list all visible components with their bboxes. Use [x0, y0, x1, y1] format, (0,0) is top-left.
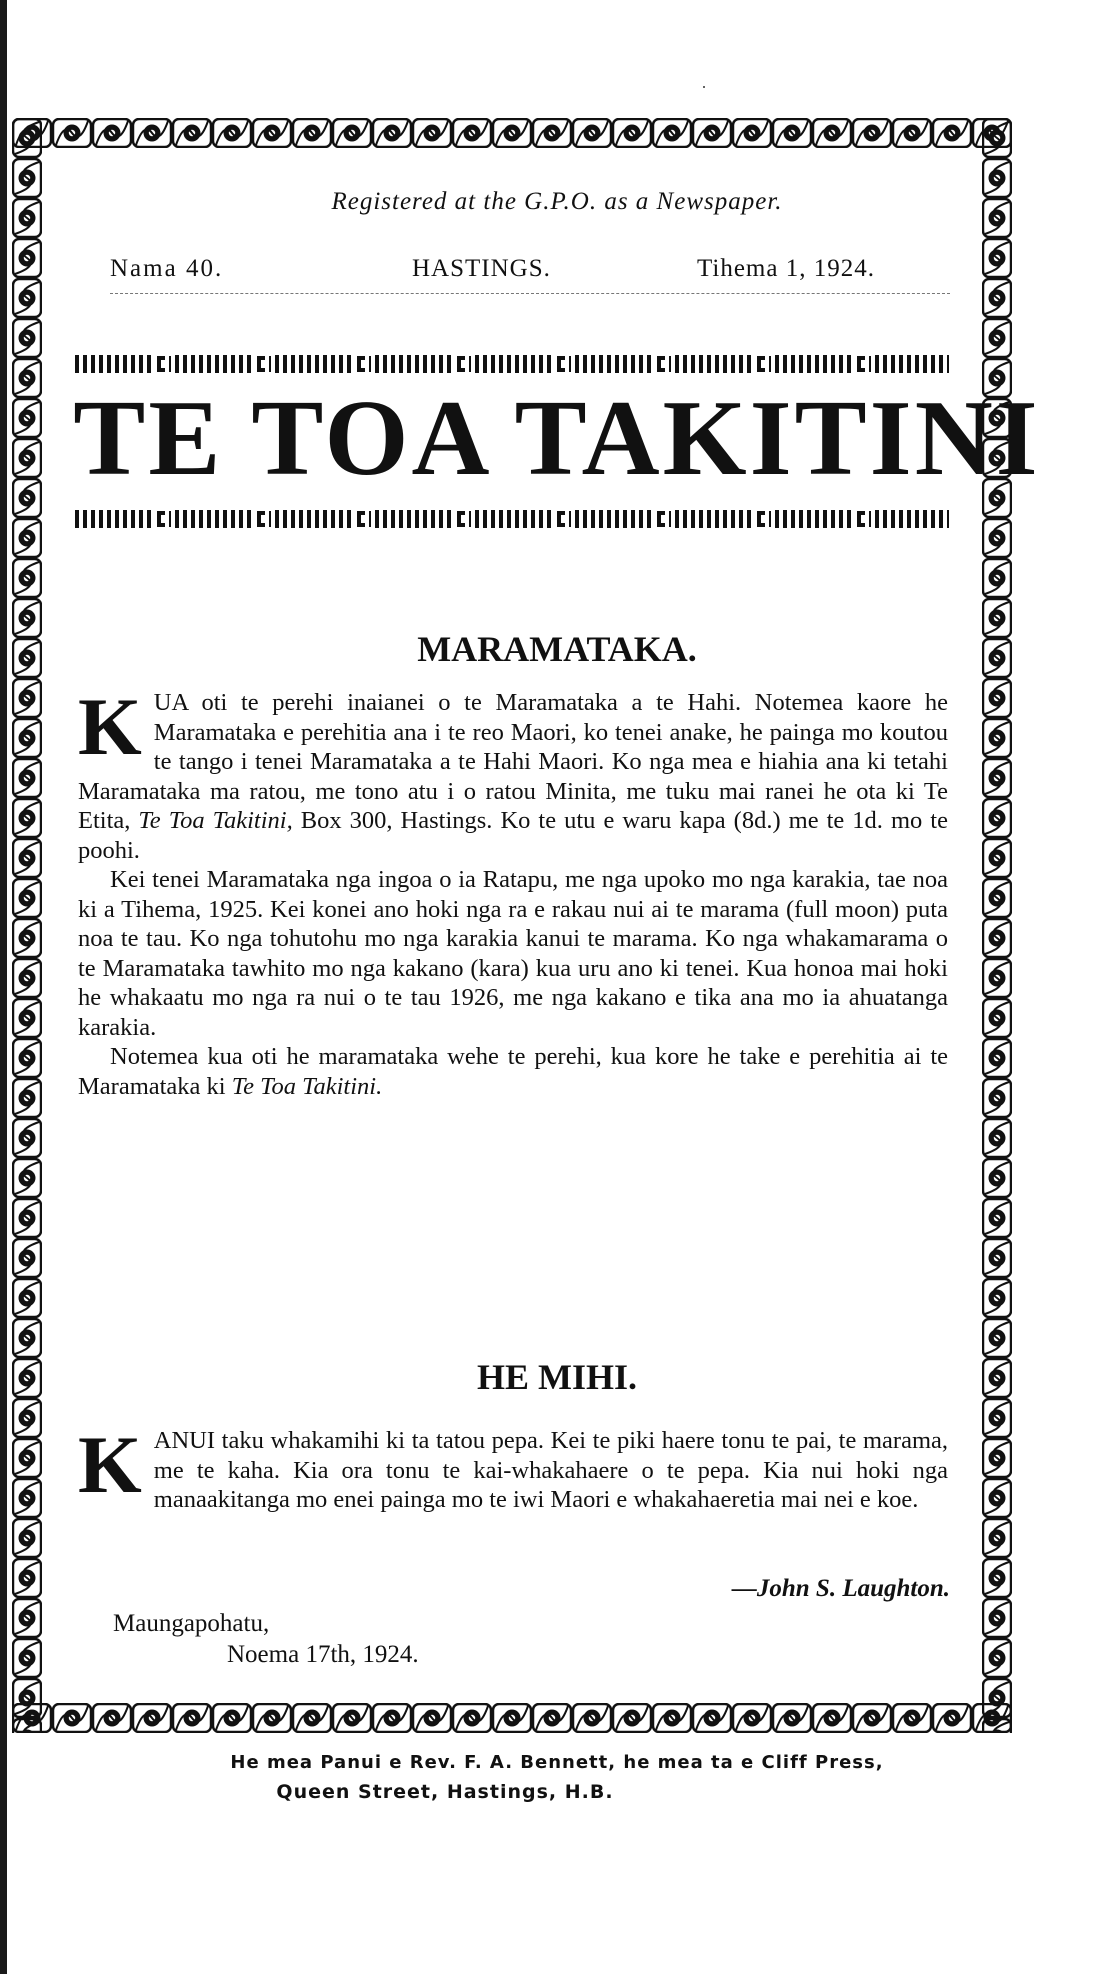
article-paragraph [78, 1042, 948, 1101]
paper-title-italic: Te Toa Takitini, [138, 807, 293, 834]
printer-imprint-line1: He mea Panui e Rev. F. A. Bennett, he mea ta e Cliff Press, [230, 1752, 884, 1773]
paragraph-text: Notemea kua oti he maramataka wehe te perehi, kua kore he take e perehitia ai te Maramataka ki [78, 1043, 948, 1100]
paragraph-text: ANUI taku whakamihi ki ta tatou pepa. Kei te piki haere tonu te pai, te marama, me te kaha. Kia ora tonu te kai-whakahaere o te pepa. Kia nui hoki nga manaakitanga mo enei painga mo te iwi Maori e whakahaeretia mai nei e koe. [153, 1427, 948, 1513]
registration-notice: Registered at the G.P.O. as a Newspaper. [331, 188, 783, 215]
issue-date: Tihema 1, 1924. [697, 255, 875, 282]
paragraph-text: UA oti te perehi inaianei o te Maramataka a te Hahi. Notemea kaore he Maramataka e perehitia ana i te reo Maori, ko tenei anake, he painga mo koutou te tango i tenei Maramataka a te Hahi Maori. Ko nga mea e hiahia ana ki tetahi Maramataka ma ratou, me tono atu i o ratou Minita, me tuku mai ranei he ota ki Te Etita, [78, 689, 948, 834]
article-heading-he-mihi: HE MIHI. [476, 1357, 637, 1397]
newspaper-title: TE TOA TAKITINI [73, 379, 1041, 498]
publication-place: HASTINGS. [412, 255, 551, 282]
letter-signature: —John S. Laughton. [731, 1575, 950, 1602]
letter-date: Noema 17th, 1924. [227, 1641, 419, 1668]
border-bottom [12, 1703, 1012, 1733]
article-heading-maramataka: MARAMATAKA. [417, 629, 697, 669]
printer-imprint-line2: Queen Street, Hastings, H.B. [276, 1781, 614, 1803]
header-rule [110, 293, 950, 294]
letter-place: Maungapohatu, [113, 1610, 270, 1637]
issue-number: Nama 40. [110, 255, 224, 282]
border-top [12, 118, 1012, 148]
print-speck [703, 86, 705, 88]
border-right [982, 118, 1012, 1733]
article-paragraph: Kei tenei Maramataka nga ingoa o ia Ratapu, me nga upoko mo nga karakia, tae noa ki a Tihema, 1925. Kei konei ano hoki nga ra e rakau nui ai te marama (full moon) puta noa te tau. Ko nga tohutohu mo nga karakia kanui te marama. Ko nga whakamarama o te Maramataka tawhito mo nga kakano (kara) kua uru ano ki tenei. Kua honoa mai hoki he whakaatu mo nga ra nui o te tau 1926, me nga kakano e tika ana mo ia ahuatanga karakia. [78, 866, 948, 1041]
article-paragraph [78, 681, 948, 865]
masthead-decor-bottom [75, 505, 949, 533]
drop-cap: K [78, 681, 142, 772]
page-edge-strip [0, 0, 7, 1974]
drop-cap: K [78, 1419, 142, 1510]
article-he-mihi [78, 1419, 948, 1515]
paper-title-italic: Te Toa Takitini. [231, 1072, 383, 1100]
masthead-decor-top [75, 350, 949, 378]
article-maramataka [78, 681, 948, 1101]
border-left [12, 118, 42, 1733]
article-paragraph [78, 1419, 948, 1515]
paragraph-text: Box 300, Hastings. Ko te utu e waru kapa (8d.) me te 1d. mo te poohi. [78, 807, 948, 864]
